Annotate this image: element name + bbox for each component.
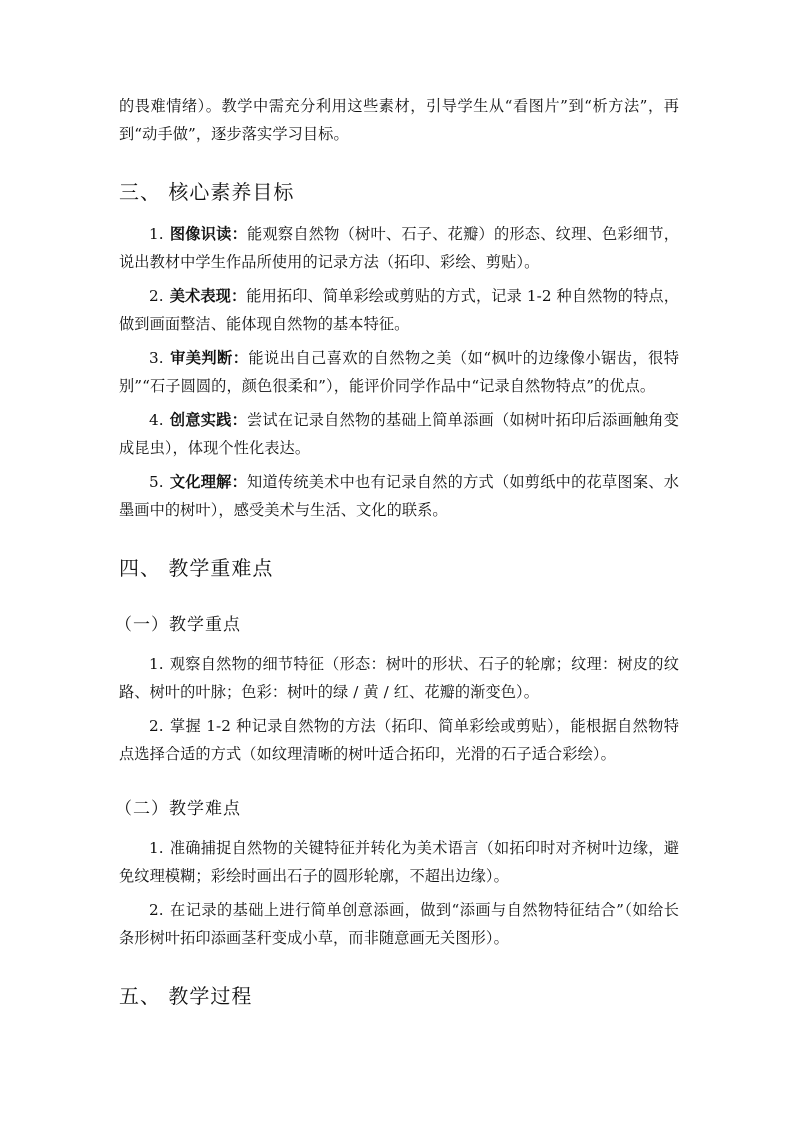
- goal-item-2: [119, 282, 679, 338]
- section-4-heading: 四、 教学重难点: [119, 556, 274, 580]
- difficult-point-item-1: [119, 834, 679, 890]
- key-point-text: 掌握 1-2 种记录自然物的方法（拓印、简单彩绘或剪贴），能根据自然物特点选择合适的方式（如纹理清晰的树叶适合拓印，光滑的石子适合彩绘）。: [119, 717, 679, 763]
- item-number: 5.: [149, 473, 164, 491]
- goal-text: 能说出自己喜欢的自然物之美（如“枫叶的边缘像小锯齿，很特别”“石子圆圆的，颜色很柔和”），能评价同学作品中“记录自然物特点”的优点。: [119, 349, 679, 395]
- goal-term: 图像识读：: [169, 225, 248, 243]
- section-5-heading: 五、 教学过程: [119, 984, 253, 1008]
- item-number: 1.: [149, 655, 164, 673]
- goal-text: 知道传统美术中也有记录自然的方式（如剪纸中的花草图案、水墨画中的树叶），感受美术与生活、文化的联系。: [119, 473, 679, 519]
- item-number: 2.: [149, 717, 164, 735]
- goal-term: 美术表现：: [169, 287, 247, 305]
- item-number: 1.: [149, 225, 164, 243]
- goal-item-5: [119, 468, 679, 524]
- goal-term: 文化理解：: [169, 473, 248, 491]
- difficult-point-text: 在记录的基础上进行简单创意添画，做到“添画与自然物特征结合”（如给长条形树叶拓印添画茎秆变成小草，而非随意画无关图形）。: [119, 901, 679, 947]
- difficult-points-heading: （二）教学难点: [115, 799, 241, 819]
- goal-item-3: [119, 344, 679, 400]
- key-points-heading: （一）教学重点: [115, 615, 241, 635]
- intro-paragraph: 的畏难情绪）。教学中需充分利用这些素材，引导学生从“看图片”到“析方法”，再到“动手做”，逐步落实学习目标。: [119, 97, 679, 143]
- goal-term: 创意实践：: [169, 411, 248, 429]
- item-number: 4.: [149, 411, 164, 429]
- goal-text: 尝试在记录自然物的基础上简单添画（如树叶拓印后添画触角变成昆虫），体现个性化表达。: [119, 411, 679, 457]
- document-body: [115, 92, 679, 1024]
- key-point-text: 观察自然物的细节特征（形态：树叶的形状、石子的轮廓；纹理：树皮的纹路、树叶的叶脉；色彩：树叶的绿 / 黄 / 红、花瓣的渐变色）。: [119, 655, 679, 701]
- goal-term: 审美判断：: [169, 349, 249, 367]
- difficult-point-text: 准确捕捉自然物的关键特征并转化为美术语言（如拓印时对齐树叶边缘，避免纹理模糊；彩绘时画出石子的圆形轮廓，不超出边缘）。: [119, 839, 679, 885]
- item-number: 3.: [149, 349, 164, 367]
- difficult-point-item-2: [119, 896, 679, 952]
- goal-item-4: [119, 406, 679, 462]
- goal-text: 能用拓印、简单彩绘或剪贴的方式，记录 1-2 种自然物的特点，做到画面整洁、能体现自然物的基本特征。: [119, 287, 679, 333]
- section-3-heading: 三、 核心素养目标: [119, 180, 295, 204]
- item-number: 2.: [149, 901, 164, 919]
- key-point-item-1: [119, 650, 679, 706]
- item-number: 2.: [149, 287, 164, 305]
- goal-text: 能观察自然物（树叶、石子、花瓣）的形态、纹理、色彩细节，说出教材中学生作品所使用的记录方法（拓印、彩绘、剪贴）。: [119, 225, 679, 271]
- goal-item-1: [119, 220, 679, 276]
- item-number: 1.: [149, 839, 164, 857]
- key-point-item-2: [119, 712, 679, 768]
